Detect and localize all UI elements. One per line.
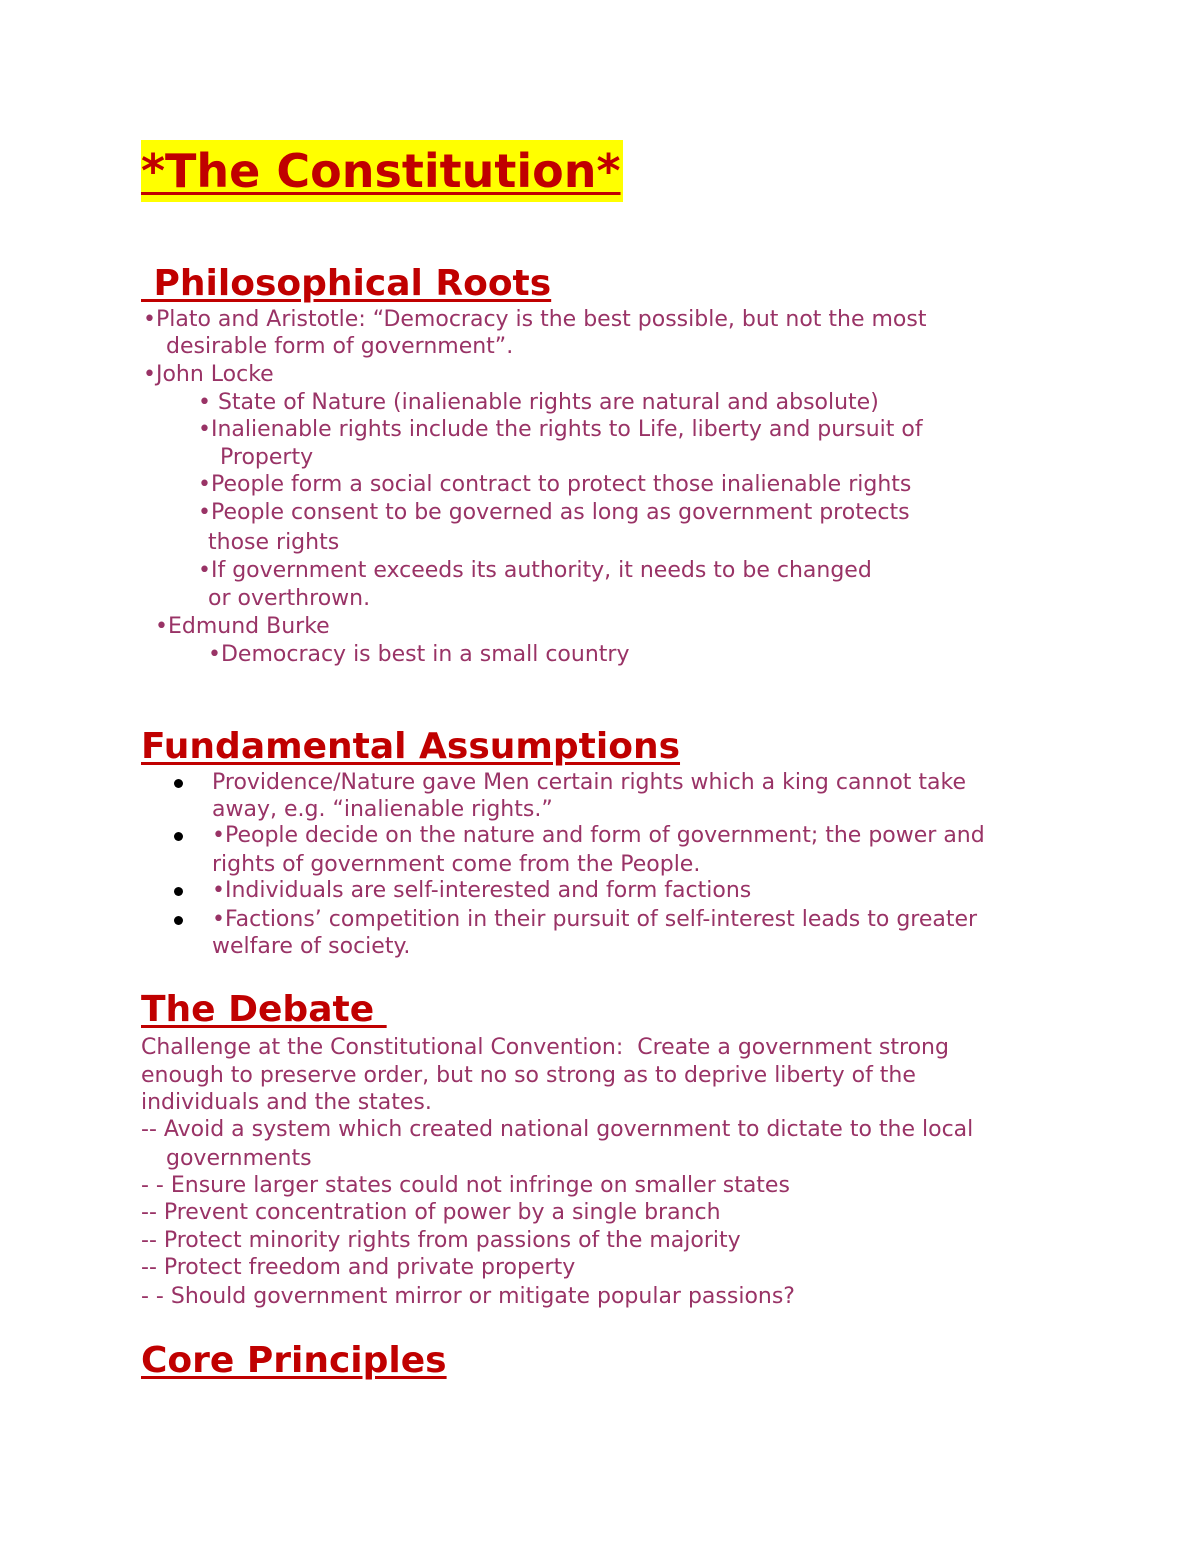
text-line: -- Avoid a system which created national government to dictate to the local bbox=[141, 1117, 974, 1142]
text-line: or overthrown. bbox=[208, 586, 371, 611]
bullet-icon bbox=[174, 916, 183, 925]
text-line: individuals and the states. bbox=[141, 1090, 432, 1115]
text-line: • State of Nature (inalienable rights are natural and absolute) bbox=[198, 390, 879, 415]
text-line: -- Protect minority rights from passions of the majority bbox=[141, 1228, 741, 1253]
text-line: - - Ensure larger states could not infringe on smaller states bbox=[141, 1173, 790, 1198]
heading-philosophical-roots: Philosophical Roots bbox=[141, 263, 552, 304]
text-line: governments bbox=[166, 1146, 312, 1171]
document-title: *The Constitution* bbox=[141, 140, 623, 202]
text-line: -- Prevent concentration of power by a single branch bbox=[141, 1200, 721, 1225]
text-line: •People form a social contract to protect those inalienable rights bbox=[198, 472, 912, 497]
heading-core-principles: Core Principles bbox=[141, 1340, 447, 1381]
text-line: Challenge at the Constitutional Convention: Create a government strong bbox=[141, 1035, 949, 1060]
text-line: •Democracy is best in a small country bbox=[208, 642, 630, 667]
list-item-continuation: welfare of society. bbox=[212, 934, 411, 959]
heading-fundamental-assumptions: Fundamental Assumptions bbox=[141, 726, 681, 767]
text-line: desirable form of government”. bbox=[166, 334, 514, 359]
text-line: those rights bbox=[208, 530, 340, 555]
bullet-icon bbox=[174, 832, 183, 841]
text-line: Property bbox=[220, 445, 314, 470]
list-item: •Factions’ competition in their pursuit of self-interest leads to greater bbox=[212, 907, 978, 932]
text-line: •Plato and Aristotle: “Democracy is the best possible, but not the most bbox=[143, 307, 927, 332]
text-line: •If government exceeds its authority, it needs to be changed bbox=[198, 558, 872, 583]
bullet-icon bbox=[174, 887, 183, 896]
list-item-continuation: away, e.g. “inalienable rights.” bbox=[212, 797, 553, 822]
text-line: -- Protect freedom and private property bbox=[141, 1255, 576, 1280]
list-item: Providence/Nature gave Men certain rights which a king cannot take bbox=[212, 770, 966, 795]
text-line: •Edmund Burke bbox=[155, 614, 330, 639]
bullet-icon bbox=[174, 779, 183, 788]
text-line: •Inalienable rights include the rights to Life, liberty and pursuit of bbox=[198, 417, 923, 442]
text-line: •People consent to be governed as long as government protects bbox=[198, 500, 910, 525]
heading-the-debate: The Debate bbox=[141, 989, 387, 1030]
list-item-continuation: rights of government come from the People. bbox=[212, 852, 701, 877]
text-line: •John Locke bbox=[143, 362, 274, 387]
text-line: - - Should government mirror or mitigate popular passions? bbox=[141, 1284, 795, 1309]
list-item: •Individuals are self-interested and form factions bbox=[212, 878, 752, 903]
text-line: enough to preserve order, but no so strong as to deprive liberty of the bbox=[141, 1063, 916, 1088]
list-item: •People decide on the nature and form of government; the power and bbox=[212, 823, 985, 848]
